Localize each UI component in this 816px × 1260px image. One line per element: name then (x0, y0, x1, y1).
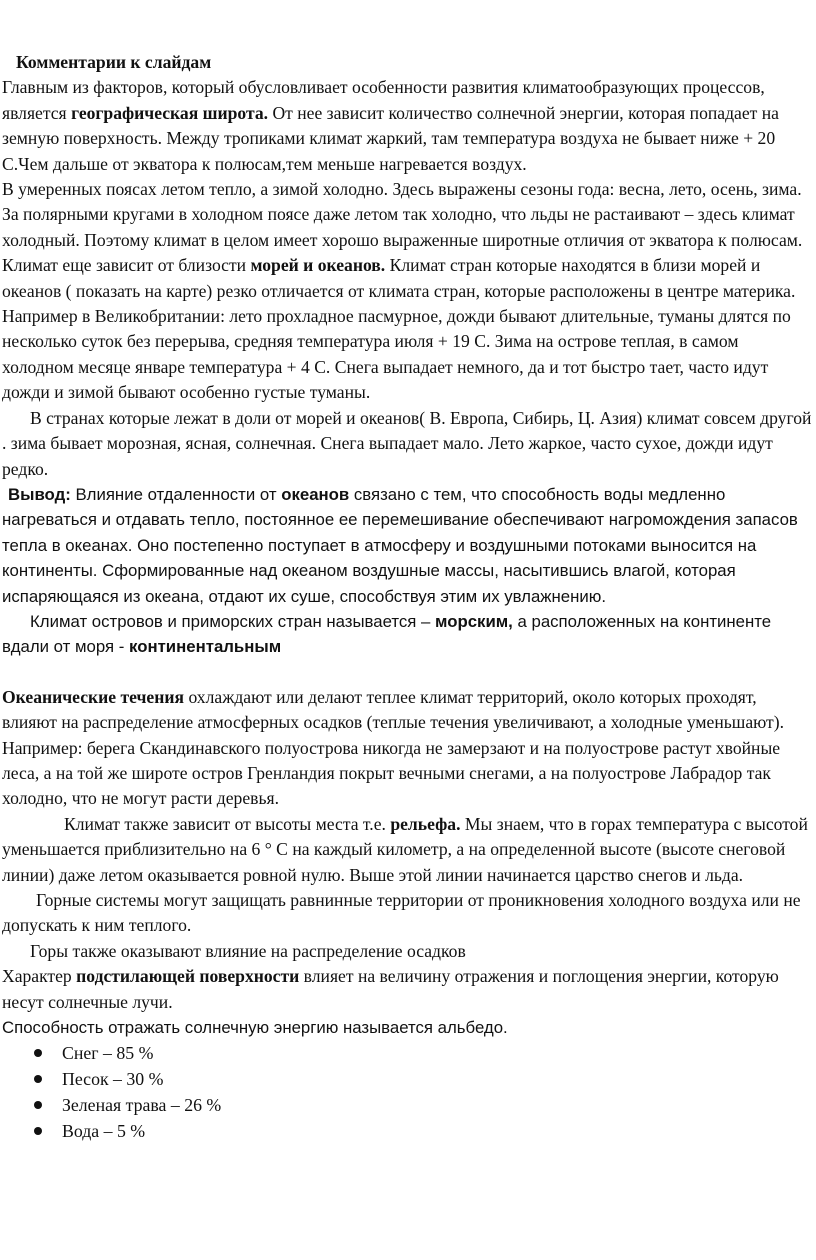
emphasis-marine: морским, (435, 611, 513, 631)
paragraph-marine-continental (0, 609, 816, 660)
list-item: Вода – 5 % (0, 1118, 816, 1144)
paragraph-conclusion (0, 482, 816, 609)
emphasis-latitude: географическая широта. (71, 102, 269, 123)
text-run: а расположенных на континенте вдали от моря - (2, 611, 772, 657)
text-run: От нее зависит количество солнечной энергии, которая попадает на земную поверхность. Между тропиками климат жаркий, там температура воздуха не бывает ниже + 20 С.Чем дальше от экватора к полюсам,тем меньше нагревается воздух. (2, 102, 779, 174)
emphasis-oceans: океанов (281, 484, 350, 504)
document-title: Комментарии к слайдам (16, 52, 212, 72)
list-item: Снег – 85 % (0, 1040, 816, 1066)
emphasis-ocean-currents: Океанические течения (2, 686, 185, 707)
text-run: Мы знаем, что в горах температура с высотой уменьшается приблизительно на 6 ° С на каждый километр, а на определенной высоте (высоте снеговой линии) даже летом оказывается ровной нулю. Выше этой линии начинается царство снегов и льда. (2, 813, 808, 885)
text-run: влияет на величину отражения и поглощения энергии, которую несут солнечные лучи. (2, 966, 779, 1012)
paragraph-seasons: В умеренных поясах летом тепло, а зимой холодно. Здесь выражены сезоны года: весна, лето, осень, зима. За полярными кругами в холодном поясе даже летом так холодно, что льды не растаивают – здесь климат холодный. Поэтому климат в целом имеет хорошо выраженные широтные отличия от экватора к полюсам. (2, 179, 803, 250)
paragraph-ocean-currents (0, 685, 816, 812)
list-item: Зеленая трава – 26 % (0, 1092, 816, 1118)
paragraph-mountain-precipitation: Горы также оказывают влияние на распределение осадков (30, 940, 466, 961)
paragraph-inland-climate: В странах которые лежат в доли от морей и океанов( В. Европа, Сибирь, Ц. Азия) климат совсем другой . зима бывает морозная, ясная, солнечная. Снега выпадает мало. Лето жаркое, часто сухое, дожди идут редко. (2, 407, 812, 479)
text-run: Климат стран которые находятся в близи морей и океанов ( показать на карте) резко отличается от климата стран, которые расположены в центре материка. Например в Великобритании: лето прохладное пасмурное, дожди бывают длительные, туманы длятся по несколько суток без перерыва, средняя температура июля + 19 С. Зима на острове теплая, в самом холодном месяце январе температура + 4 С. Снега выпадает немного, да и тот быстро тает, часто идут дожди и зимой бывают особенно густые туманы. (2, 255, 796, 403)
text-run: Климат еще зависит от близости (2, 255, 251, 276)
text-run: Характер (2, 966, 77, 987)
spacer (0, 660, 816, 685)
text-run: Влияние отдаленности от (70, 484, 282, 504)
text-run: охлаждают или делают теплее климат территорий, около которых проходят, влияют на распределение атмосферных осадков (теплые течения увеличивают, а холодные уменьшают). Например: берега Скандинавского полуострова никогда не замерзают и на полуострове растут хвойные леса, а на той же широте остров Гренландия покрыт вечными снегами, а на полуострове Лабрадор так холодно, что не могут расти деревья. (2, 686, 784, 809)
emphasis-seas-oceans: морей и океанов. (250, 255, 386, 276)
emphasis-relief: рельефа. (390, 813, 461, 834)
emphasis-continental: континентальным (129, 637, 282, 657)
paragraph-relief (0, 812, 816, 888)
paragraph-seas-oceans (0, 253, 816, 405)
emphasis-underlying-surface: подстилающей поверхности (76, 966, 300, 987)
paragraph-albedo-definition: Способность отражать солнечную энергию называется альбедо. (2, 1018, 508, 1038)
text-run: Главным из факторов, который обусловливает особенности развития климатообразующих процессов, является (2, 77, 765, 123)
text-run: связано с тем, что способность воды медленно нагреваться и отдавать тепло, постоянное ее перемешивание обеспечивают нагромождения запасов тепла в океанах. Оно постепенно поступает в атмосферу и воздушными потоками выносится на континенты. Сформированные над океаном воздушные массы, насытившись влагой, которая испаряющаяся из океана, отдают их суше, способствуя этим их увлажнению. (2, 484, 798, 606)
paragraph-mountain-systems: Горные системы могут защищать равнинные территории от проникновения холодного воздуха или не допускать к ним теплого. (2, 890, 801, 936)
paragraph-underlying-surface (0, 964, 816, 1015)
list-item: Песок – 30 % (0, 1066, 816, 1092)
paragraph-latitude (0, 75, 816, 177)
text-run: Климат также зависит от высоты места т.е. (64, 813, 391, 834)
albedo-list (0, 1040, 816, 1144)
conclusion-label: Вывод: (8, 484, 71, 504)
text-run: Климат островов и приморских стран называется – (30, 611, 436, 631)
